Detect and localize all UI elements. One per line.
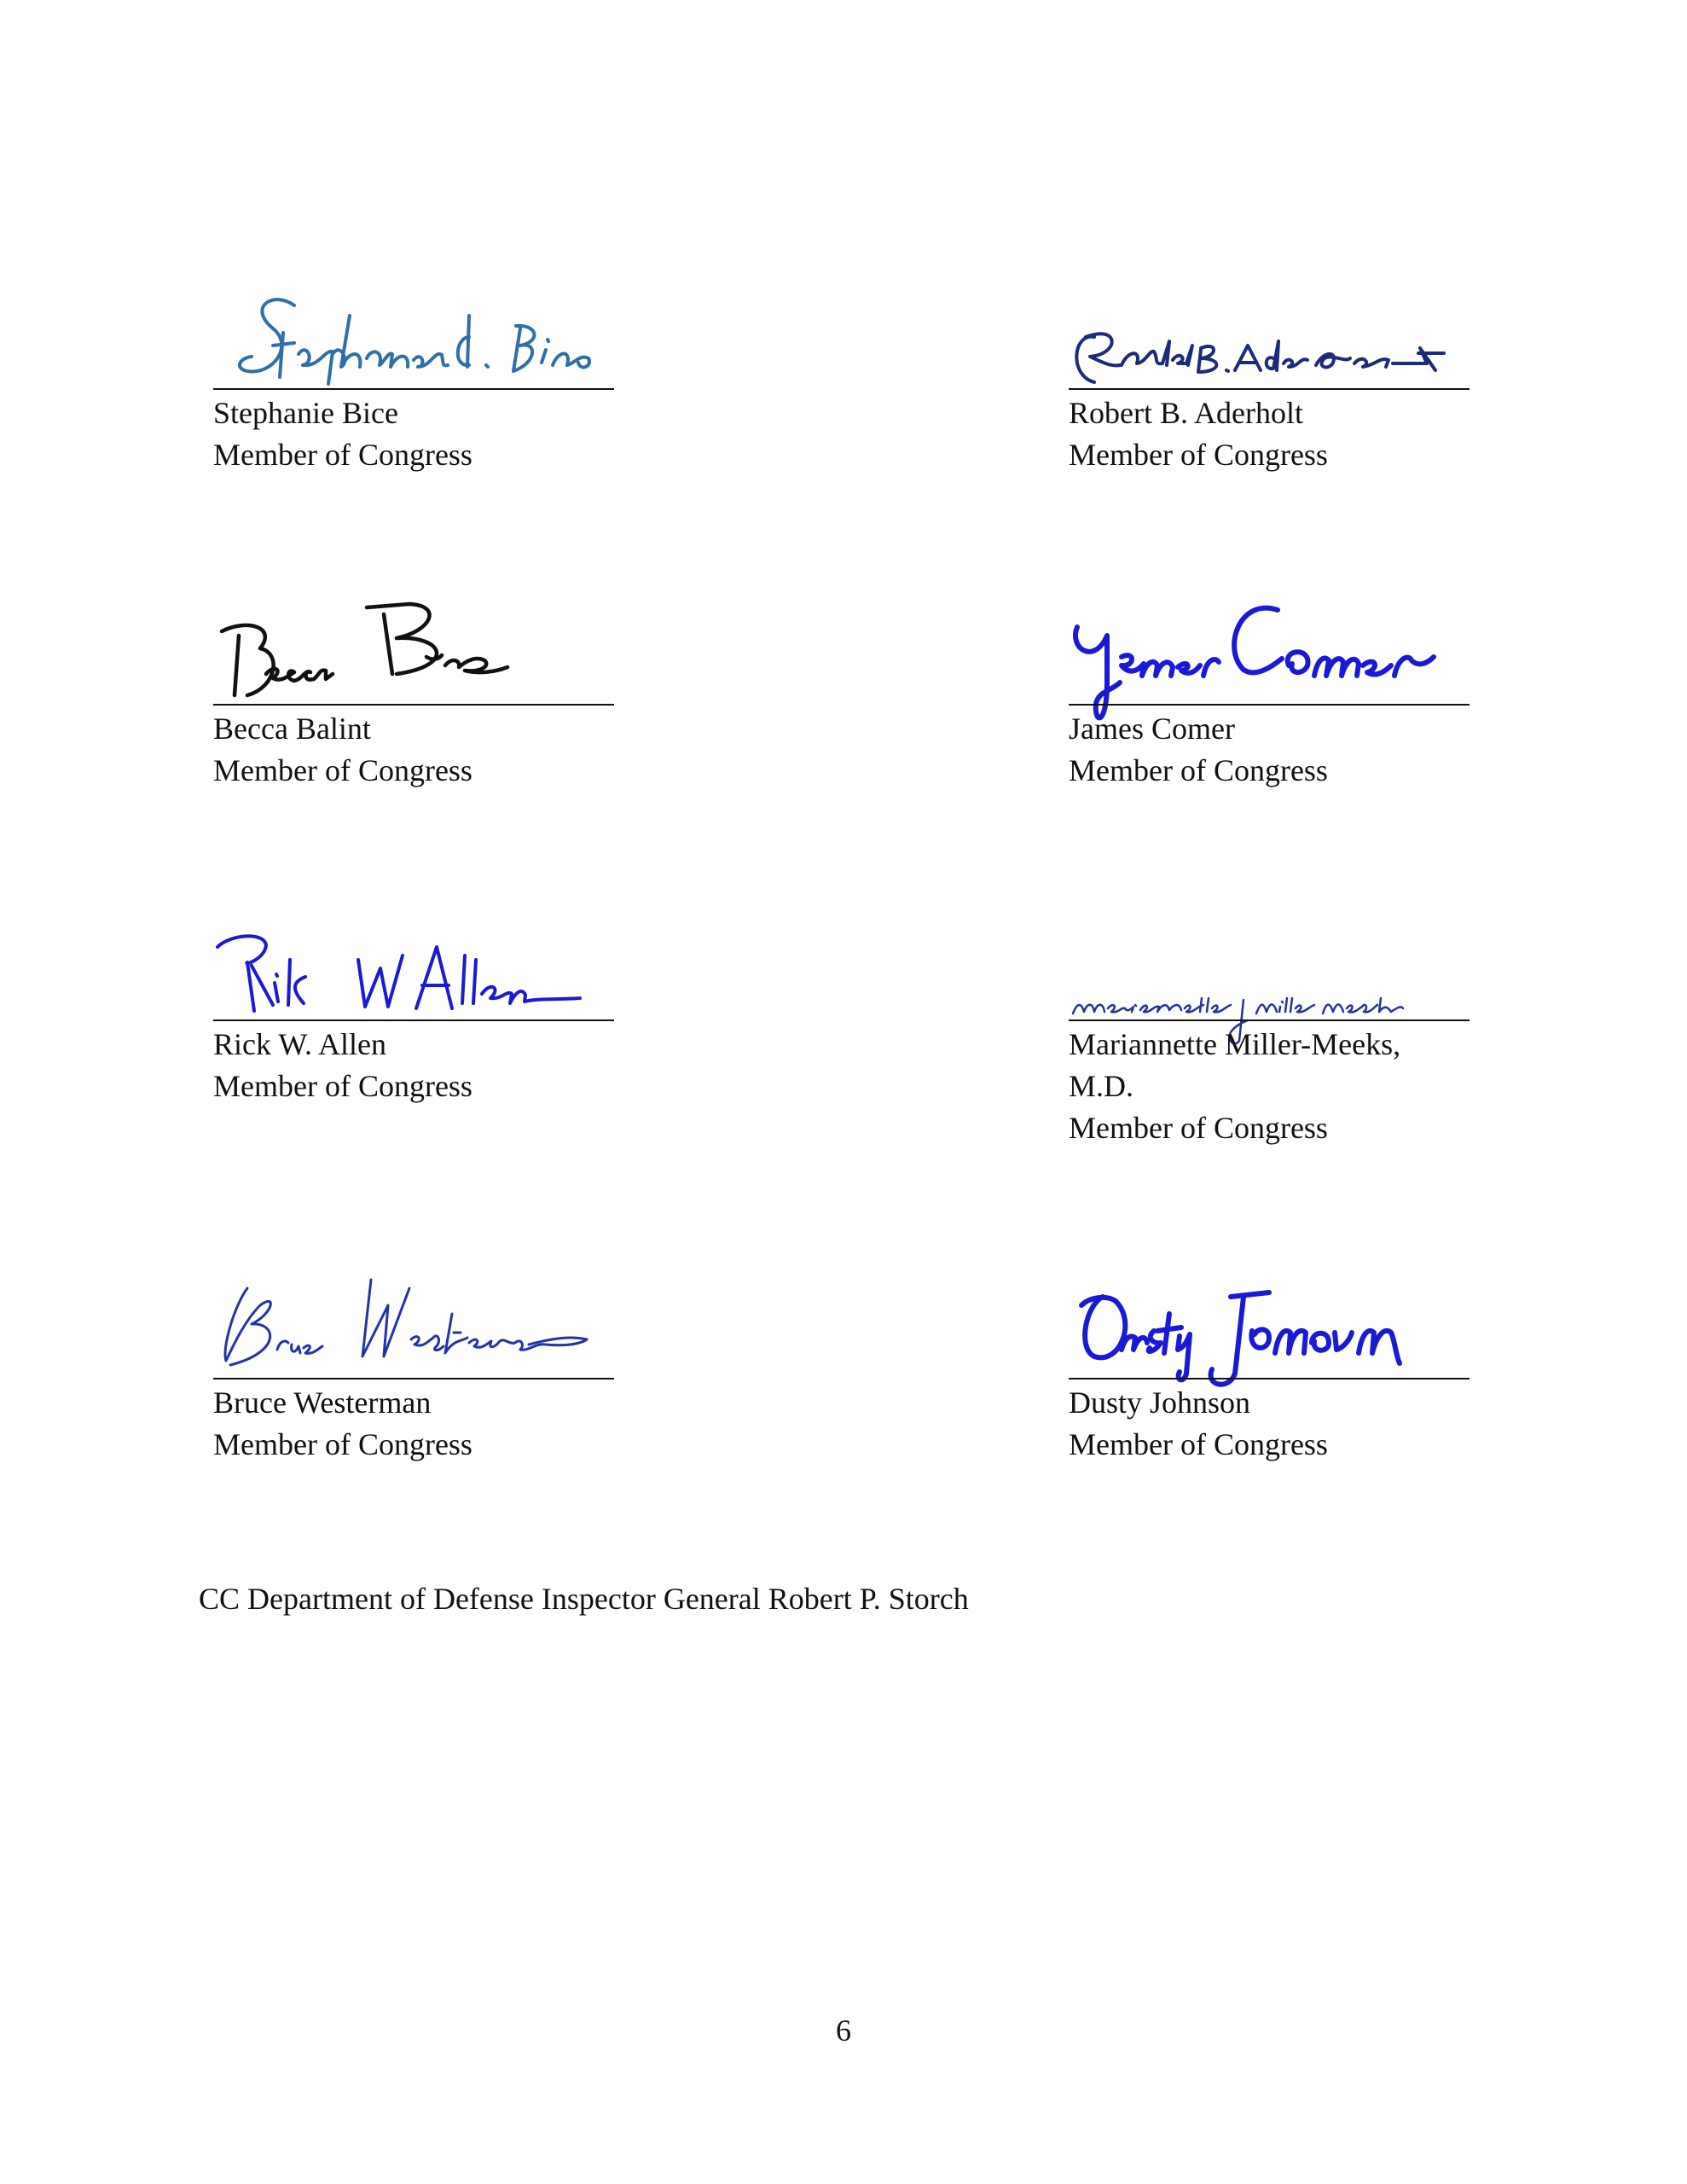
page-number: 6: [836, 2013, 851, 2048]
signature-line: [213, 388, 614, 390]
signatory-title: Member of Congress: [213, 753, 472, 787]
signatory-title: Member of Congress: [1069, 438, 1328, 472]
cc-line: CC Department of Defense Inspector General Robert P. Storch: [199, 1582, 969, 1616]
signature-johnson: [1069, 1271, 1470, 1399]
signatory-name: Dusty Johnson: [1069, 1385, 1251, 1420]
signatory-name: Robert B. Aderholt: [1069, 396, 1303, 430]
signature-line: [1069, 388, 1470, 390]
signatory-title: Member of Congress: [213, 1427, 472, 1461]
signatory-title: Member of Congress: [213, 1069, 472, 1103]
signature-line: [1069, 1019, 1470, 1021]
signatory-title: Member of Congress: [213, 438, 472, 472]
signatory-name: Mariannette Miller-Meeks,: [1069, 1027, 1401, 1061]
signatory-title: Member of Congress: [1069, 753, 1328, 787]
signature-line: [213, 704, 614, 706]
signatory-name: Rick W. Allen: [213, 1027, 387, 1061]
signatory-title: Member of Congress: [1069, 1427, 1328, 1461]
signature-allen: [213, 913, 614, 1019]
signature-line: [1069, 704, 1470, 706]
signature-bice: [213, 282, 614, 388]
signature-aderholt: [1069, 282, 1470, 388]
signatory-name: Becca Balint: [213, 712, 371, 746]
signatory-name-line2: M.D.: [1069, 1069, 1134, 1103]
signatory-title: Member of Congress: [1069, 1111, 1328, 1145]
signatory-name: James Comer: [1069, 712, 1235, 746]
signature-westerman: [213, 1271, 614, 1378]
signature-line: [1069, 1378, 1470, 1380]
signatory-name: Stephanie Bice: [213, 396, 398, 430]
signature-line: [213, 1019, 614, 1021]
signatory-name: Bruce Westerman: [213, 1385, 432, 1420]
signature-line: [213, 1378, 614, 1380]
signature-balint: [213, 597, 614, 704]
